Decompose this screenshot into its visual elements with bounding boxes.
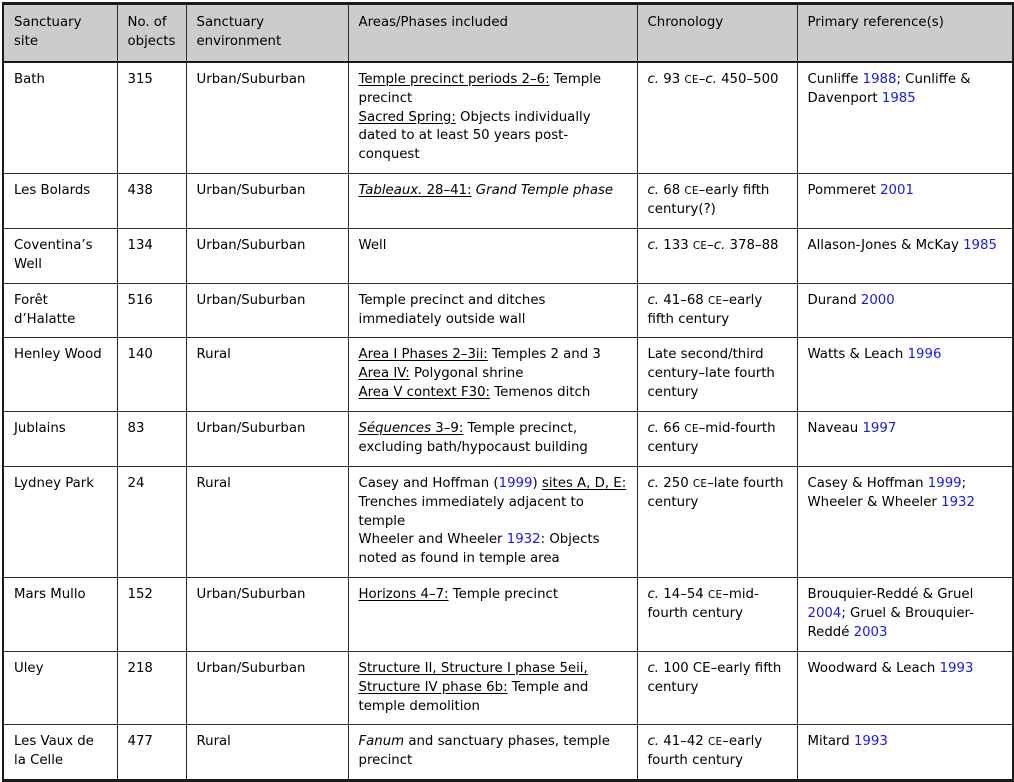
- cell-chronology: [637, 412, 797, 467]
- chronology-text: 100: [659, 660, 693, 676]
- chronology-circa: c.: [713, 237, 726, 253]
- areas-line: [359, 586, 628, 605]
- cell-sanctuary-environment: Urban/Suburban: [186, 578, 348, 652]
- cell-chronology: [637, 228, 797, 283]
- table-row: [3, 725, 1013, 781]
- chronology-text: 41–68: [659, 292, 708, 308]
- cell-sanctuary-environment: Rural: [186, 338, 348, 412]
- reference-year: 1996: [907, 347, 942, 363]
- chronology-text: 41–42: [659, 734, 708, 750]
- reference-text: Brouquier-Reddé & Gruel: [807, 587, 974, 603]
- reference-text: ; Gruel & Brouquier-Reddé: [807, 606, 974, 640]
- chronology-circa: c.: [647, 475, 660, 491]
- table-header: [3, 4, 1013, 62]
- column-header-site-line2: site: [14, 33, 39, 49]
- cell-sanctuary-environment: Rural: [186, 725, 348, 781]
- column-header-site: [3, 4, 117, 62]
- cell-object-count: 152: [117, 578, 186, 652]
- areas-text: Fanum: [358, 734, 405, 750]
- chronology-era: CE: [692, 660, 711, 676]
- cell-primary-reference: [797, 338, 1013, 412]
- cell-areas-phases: [348, 466, 637, 577]
- cell-areas-phases: [348, 338, 637, 412]
- table-row: [3, 228, 1013, 283]
- areas-text: ): [532, 475, 542, 491]
- cell-primary-reference: [797, 725, 1013, 781]
- column-header-areas: [348, 4, 637, 62]
- cell-object-count: 477: [117, 725, 186, 781]
- column-header-environment: [186, 4, 348, 62]
- table-row: [3, 578, 1013, 652]
- column-header-chronology: [637, 4, 797, 62]
- reference-text: Durand: [807, 292, 861, 308]
- cell-areas-phases: [348, 578, 637, 652]
- cell-object-count: 315: [117, 62, 186, 174]
- chronology-era: CE: [684, 73, 699, 86]
- cell-object-count: 83: [117, 412, 186, 467]
- cell-chronology: [637, 174, 797, 229]
- cell-primary-reference: [797, 466, 1013, 577]
- areas-text: and sanctuary phases, temple precinct: [358, 734, 610, 769]
- cell-sanctuary-environment: Urban/Suburban: [186, 62, 348, 174]
- cell-areas-phases: [348, 412, 637, 467]
- chronology-text: 66: [659, 421, 685, 436]
- areas-phase-label: Structure II, Structure I phase 5eii, Structure IV phase 6b:: [358, 660, 588, 695]
- cell-sanctuary-environment: Urban/Suburban: [186, 174, 348, 229]
- areas-text: Well: [358, 237, 387, 253]
- areas-text: Polygonal shrine: [409, 366, 524, 382]
- chronology-text: –: [698, 71, 706, 87]
- reference-text: Mitard: [807, 734, 854, 750]
- table-row: [3, 174, 1013, 229]
- sanctuary-sites-table: [2, 2, 1014, 782]
- chronology-circa: c.: [705, 71, 717, 87]
- table-row: [3, 412, 1013, 467]
- areas-phase-label: Tableaux.: [358, 183, 423, 199]
- reference-year: 2000: [860, 292, 895, 308]
- areas-phase-label: sites A, D, E:: [541, 475, 627, 491]
- cell-primary-reference: [797, 578, 1013, 652]
- cell-areas-phases: [348, 651, 637, 725]
- areas-line: [359, 660, 628, 717]
- reference-year: 2004: [807, 606, 842, 621]
- chronology-era: CE: [684, 423, 699, 435]
- cell-areas-phases: [348, 62, 637, 174]
- chronology-text: 250: [659, 475, 693, 491]
- areas-text: Temenos ditch: [490, 385, 591, 401]
- column-header-environment-line1: Sanctuary: [196, 15, 264, 30]
- areas-line: [359, 182, 628, 201]
- reference-year: 1999: [927, 475, 962, 491]
- reference-text: Cunliffe: [807, 71, 863, 87]
- areas-line: [359, 71, 628, 109]
- chronology-era: CE: [692, 477, 708, 490]
- cell-primary-reference: [797, 412, 1013, 467]
- cell-object-count: 516: [117, 283, 186, 338]
- cell-sanctuary-environment: Urban/Suburban: [186, 412, 348, 467]
- column-header-reference-line1: Primary reference(s): [807, 15, 944, 30]
- reference-year: 1985: [881, 90, 916, 106]
- table-container: [0, 2, 1014, 778]
- areas-phase-label: Sacred Spring:: [358, 109, 456, 125]
- cell-primary-reference: [797, 62, 1013, 174]
- table-row: [3, 283, 1013, 338]
- reference-year: 1988: [862, 71, 897, 87]
- table-row: [3, 62, 1013, 174]
- cell-sanctuary-environment: Rural: [186, 466, 348, 577]
- areas-phase-label: Temple precinct periods 2–6:: [358, 71, 550, 87]
- cell-sanctuary-site: Bath: [3, 62, 117, 174]
- areas-line: [359, 365, 628, 384]
- reference-text: ; Cunliffe & Davenport: [807, 71, 971, 106]
- chronology-circa: c.: [647, 734, 660, 750]
- table-row: [3, 651, 1013, 725]
- areas-text: Temple precinct: [358, 71, 602, 106]
- cell-areas-phases: [348, 174, 637, 229]
- cell-primary-reference: [797, 174, 1013, 229]
- chronology-text: –: [707, 237, 714, 253]
- chronology-era: CE: [708, 589, 723, 602]
- cell-sanctuary-site: Uley: [3, 651, 117, 725]
- areas-line: [359, 109, 628, 166]
- reference-text: ; Wheeler & Wheeler: [807, 475, 967, 510]
- reference-text: Pommeret: [807, 183, 881, 199]
- cell-chronology: [637, 283, 797, 338]
- chronology-era: CE: [708, 294, 723, 307]
- chronology-circa: c.: [647, 292, 660, 308]
- reference-text: Woodward & Leach: [807, 660, 940, 676]
- column-header-reference: [797, 4, 1013, 62]
- cell-object-count: 218: [117, 651, 186, 725]
- chronology-text: 68: [659, 183, 685, 199]
- cell-object-count: 140: [117, 338, 186, 412]
- table-header-row: [3, 4, 1013, 62]
- cell-chronology: [637, 725, 797, 781]
- chronology-text: –mid-fourth century: [647, 421, 776, 455]
- reference-year: 2003: [853, 624, 888, 640]
- chronology-text: 14–54: [659, 587, 708, 603]
- reference-text: Allason-Jones & McKay: [807, 237, 964, 253]
- cell-object-count: 438: [117, 174, 186, 229]
- areas-text: Wheeler and Wheeler: [358, 532, 507, 548]
- cell-sanctuary-environment: Urban/Suburban: [186, 228, 348, 283]
- column-header-objects-line2: objects: [127, 33, 176, 49]
- areas-phase-label: 3–9:: [431, 421, 464, 436]
- chronology-era: CE: [708, 736, 723, 749]
- chronology-text: –early fifth century: [647, 292, 763, 327]
- column-header-objects-line1: No. of: [127, 15, 167, 30]
- chronology-circa: c.: [647, 183, 660, 199]
- areas-text: Grand Temple phase: [471, 183, 614, 199]
- areas-text: Temple precinct and ditches immediately outside wall: [358, 292, 546, 327]
- reference-text: Naveau: [807, 421, 863, 436]
- cell-chronology: [637, 338, 797, 412]
- chronology-text: 450–500: [716, 71, 779, 87]
- chronology-text: 93: [659, 71, 685, 87]
- reference-text: Casey & Hoffman: [807, 475, 928, 491]
- cell-object-count: 134: [117, 228, 186, 283]
- reference-year: 1932: [506, 532, 541, 548]
- chronology-text: 378–88: [725, 237, 779, 253]
- areas-line: [359, 237, 628, 256]
- table-body: [3, 62, 1013, 781]
- chronology-era: CE: [684, 185, 699, 198]
- areas-line: [359, 346, 628, 365]
- areas-phase-label: Horizons 4–7:: [358, 587, 449, 603]
- cell-sanctuary-site: Coventina’s Well: [3, 228, 117, 283]
- areas-text: Temple precinct, excluding bath/hypocaust building: [358, 421, 588, 455]
- cell-chronology: [637, 466, 797, 577]
- areas-text: Temple and temple demolition: [358, 679, 589, 714]
- column-header-site-line1: Sanctuary: [14, 15, 82, 30]
- cell-sanctuary-environment: Urban/Suburban: [186, 651, 348, 725]
- areas-line: [359, 531, 628, 569]
- reference-year: 1985: [963, 237, 997, 253]
- table-row: [3, 466, 1013, 577]
- cell-chronology: [637, 62, 797, 174]
- areas-text: Objects individually dated to at least 50 years post-conquest: [358, 109, 591, 163]
- cell-sanctuary-site: Les Vaux de la Celle: [3, 725, 117, 781]
- cell-areas-phases: [348, 283, 637, 338]
- areas-line: [359, 292, 628, 330]
- chronology-circa: c.: [647, 587, 660, 603]
- chronology-text: –early fifth century(?): [647, 183, 770, 217]
- areas-line: [359, 733, 628, 771]
- cell-sanctuary-site: Lydney Park: [3, 466, 117, 577]
- column-header-objects: [117, 4, 186, 62]
- column-header-chronology-line1: Chronology: [647, 15, 724, 30]
- areas-text: Temples 2 and 3: [487, 347, 601, 363]
- cell-chronology: [637, 651, 797, 725]
- cell-sanctuary-site: Les Bolards: [3, 174, 117, 229]
- chronology-circa: c.: [647, 237, 660, 253]
- areas-phase-label: Area IV:: [358, 366, 410, 382]
- chronology-text: –early fifth century: [647, 660, 782, 695]
- chronology-circa: c.: [647, 71, 660, 87]
- column-header-environment-line2: environment: [196, 33, 282, 49]
- areas-phase-label: Séquences: [358, 421, 432, 436]
- cell-areas-phases: [348, 725, 637, 781]
- chronology-text: –late fourth century: [647, 475, 784, 510]
- cell-sanctuary-site: Jublains: [3, 412, 117, 467]
- areas-text: Trenches immediately adjacent to temple: [358, 494, 584, 529]
- table-row: [3, 338, 1013, 412]
- reference-year: 1993: [853, 734, 888, 750]
- chronology-text: –early fourth century: [647, 734, 763, 769]
- reference-year: 1932: [941, 494, 975, 510]
- chronology-text: Late second/third century–late fourth century: [647, 347, 775, 401]
- areas-text: Casey and Hoffman (: [358, 475, 499, 491]
- areas-text: : Objects noted as found in temple area: [358, 532, 600, 567]
- cell-sanctuary-site: Forêt d’Halatte: [3, 283, 117, 338]
- areas-phase-label: Area I Phases 2–3ii:: [358, 347, 488, 363]
- areas-text: Temple precinct: [448, 587, 559, 603]
- cell-sanctuary-site: Mars Mullo: [3, 578, 117, 652]
- chronology-circa: c.: [647, 660, 660, 676]
- cell-primary-reference: [797, 283, 1013, 338]
- reference-text: Watts & Leach: [807, 347, 908, 363]
- areas-line: [359, 384, 628, 403]
- cell-areas-phases: [348, 228, 637, 283]
- reference-year: 2001: [880, 183, 914, 199]
- cell-sanctuary-site: Henley Wood: [3, 338, 117, 412]
- cell-sanctuary-environment: Urban/Suburban: [186, 283, 348, 338]
- chronology-era: CE: [692, 239, 708, 252]
- cell-object-count: 24: [117, 466, 186, 577]
- chronology-circa: c.: [647, 421, 660, 436]
- areas-phase-label: Area V context F30:: [358, 385, 491, 401]
- chronology-text: –mid-fourth century: [647, 587, 759, 621]
- chronology-text: 133: [659, 237, 693, 253]
- cell-primary-reference: [797, 228, 1013, 283]
- areas-phase-label: 28–41:: [422, 183, 472, 199]
- reference-year: 1999: [498, 475, 533, 491]
- areas-line: [359, 475, 628, 532]
- areas-line: [359, 420, 628, 458]
- reference-year: 1993: [939, 660, 974, 676]
- column-header-areas-line1: Areas/Phases included: [358, 15, 508, 30]
- cell-chronology: [637, 578, 797, 652]
- reference-year: 1997: [862, 421, 897, 436]
- cell-primary-reference: [797, 651, 1013, 725]
